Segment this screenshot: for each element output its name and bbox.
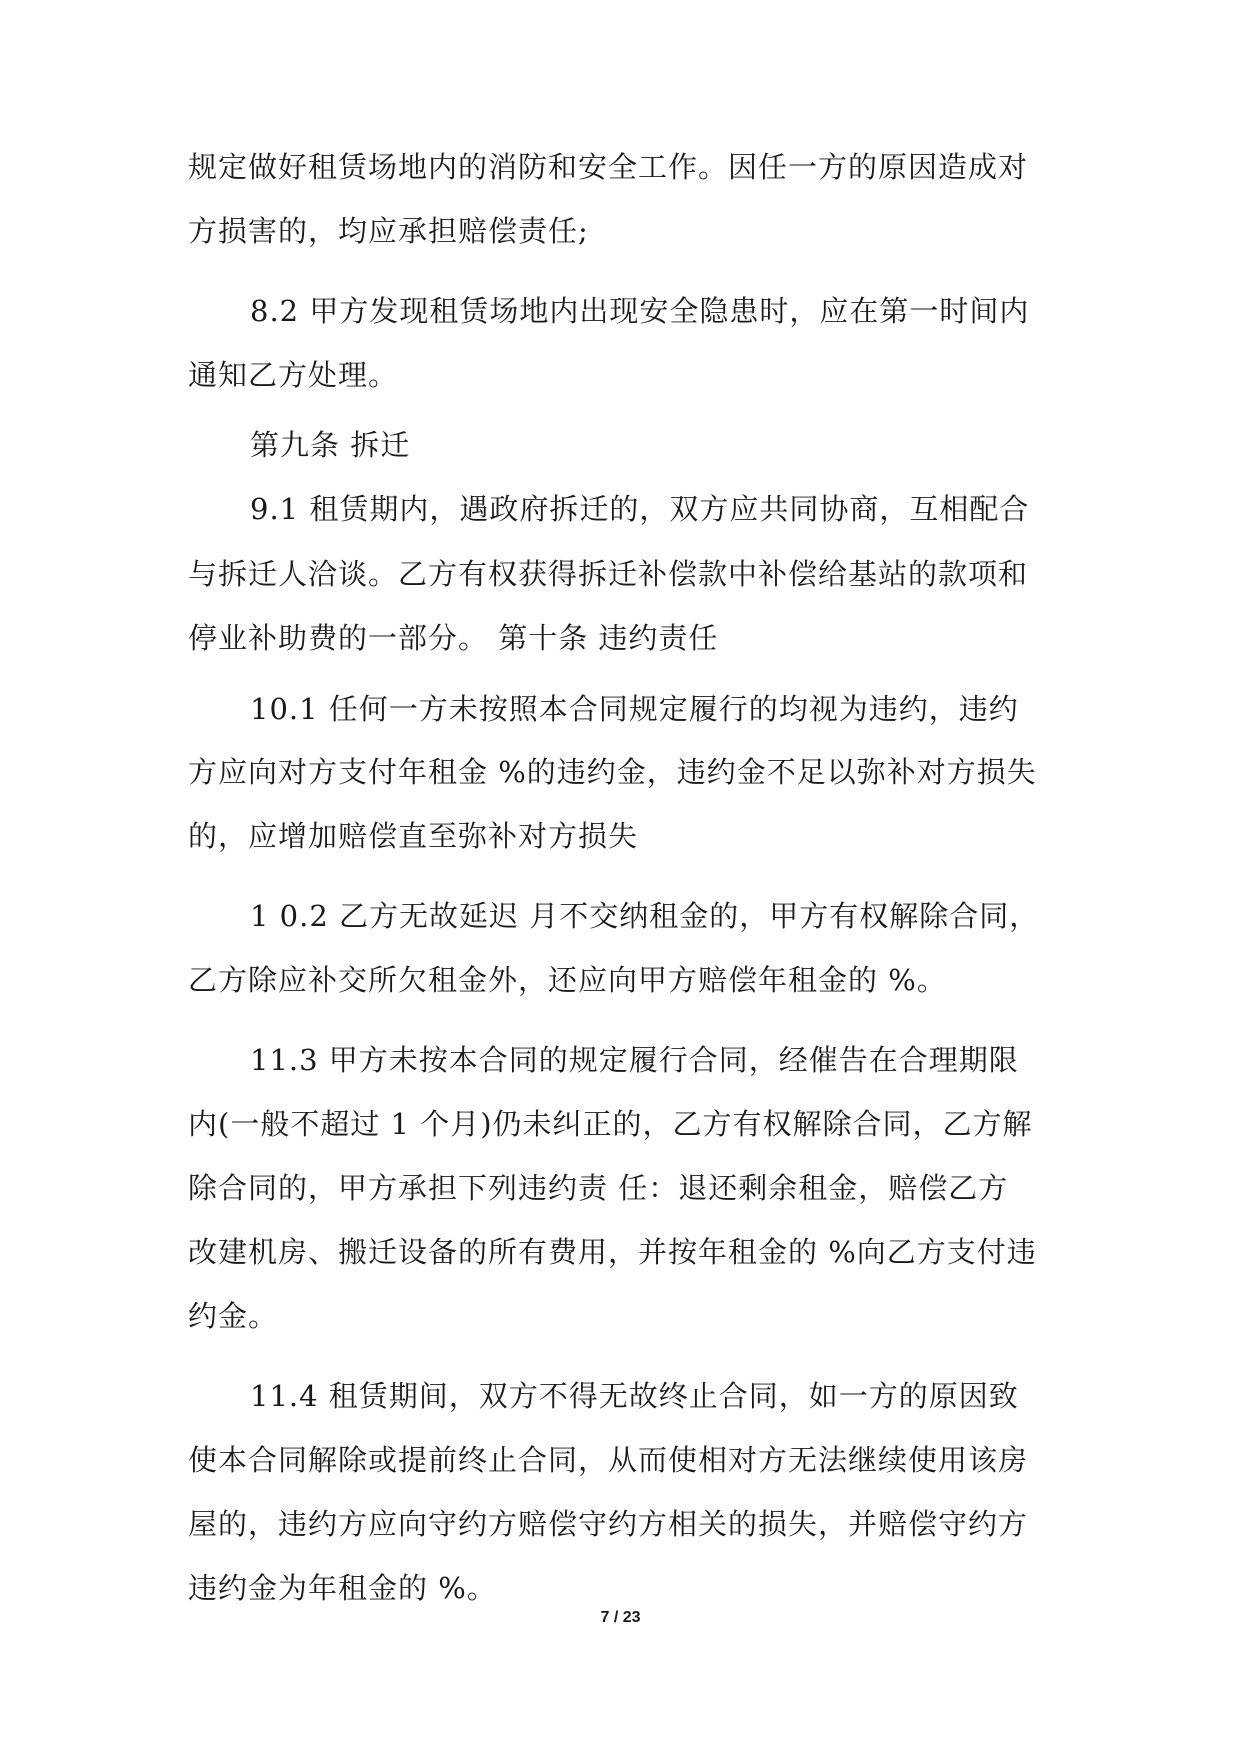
text-line: 8.2 甲方发现租赁场地内出现安全隐患时，应在第一时间内 bbox=[250, 294, 1030, 328]
text-line: 停业补助费的一部分。 第十条 违约责任 bbox=[188, 621, 719, 655]
text-line: 规定做好租赁场地内的消防和安全工作。因任一方的原因造成对 bbox=[188, 150, 1029, 184]
text-line: 通知乙方处理。 bbox=[188, 358, 399, 392]
text-line: 11.4 租赁期间，双方不得无故终止合同，如一方的原因致 bbox=[250, 1379, 1019, 1413]
text-line: 11.3 甲方未按本合同的规定履行合同，经催告在合理期限 bbox=[250, 1043, 1019, 1077]
text-line: 9.1 租赁期内，遇政府拆迁的，双方应共同协商，互相配合 bbox=[250, 492, 1030, 526]
text-line: 除合同的，甲方承担下列违约责 任：退还剩余租金，赔偿乙方 bbox=[188, 1171, 1009, 1205]
text-line: 与拆迁人洽谈。乙方有权获得拆迁补偿款中补偿给基站的款项和 bbox=[188, 557, 1029, 591]
text-line: 改建机房、搬迁设备的所有费用，并按年租金的 %向乙方支付违 bbox=[188, 1235, 1037, 1269]
text-line: 屋的，违约方应向守约方赔偿守约方相关的损失，并赔偿守约方 bbox=[188, 1507, 1029, 1541]
text-line: 方损害的，均应承担赔偿责任; bbox=[188, 214, 589, 248]
page-number: 7 / 23 bbox=[600, 1609, 641, 1626]
text-line: 1 0.2 乙方无故延迟 月不交纳租金的，甲方有权解除合同， bbox=[250, 899, 1040, 933]
text-line: 约金。 bbox=[188, 1299, 279, 1333]
text-line: 乙方除应补交所欠租金外，还应向甲方赔偿年租金的 %。 bbox=[188, 963, 947, 997]
text-line: 使本合同解除或提前终止合同，从而使相对方无法继续使用该房 bbox=[188, 1443, 1029, 1477]
text-line: 违约金为年租金的 %。 bbox=[188, 1571, 497, 1605]
text-line: 方应向对方支付年租金 %的违约金，违约金不足以弥补对方损失 bbox=[188, 755, 1037, 789]
text-line: 内(一般不超过 1 个月)仍未纠正的，乙方有权解除合同，乙方解 bbox=[188, 1107, 1033, 1141]
text-line: 的，应增加赔偿直至弥补对方损失 bbox=[188, 819, 639, 853]
section-heading: 第九条 拆迁 bbox=[250, 428, 411, 462]
text-line: 10.1 任何一方未按照本合同规定履行的均视为违约，违约 bbox=[250, 692, 1019, 726]
